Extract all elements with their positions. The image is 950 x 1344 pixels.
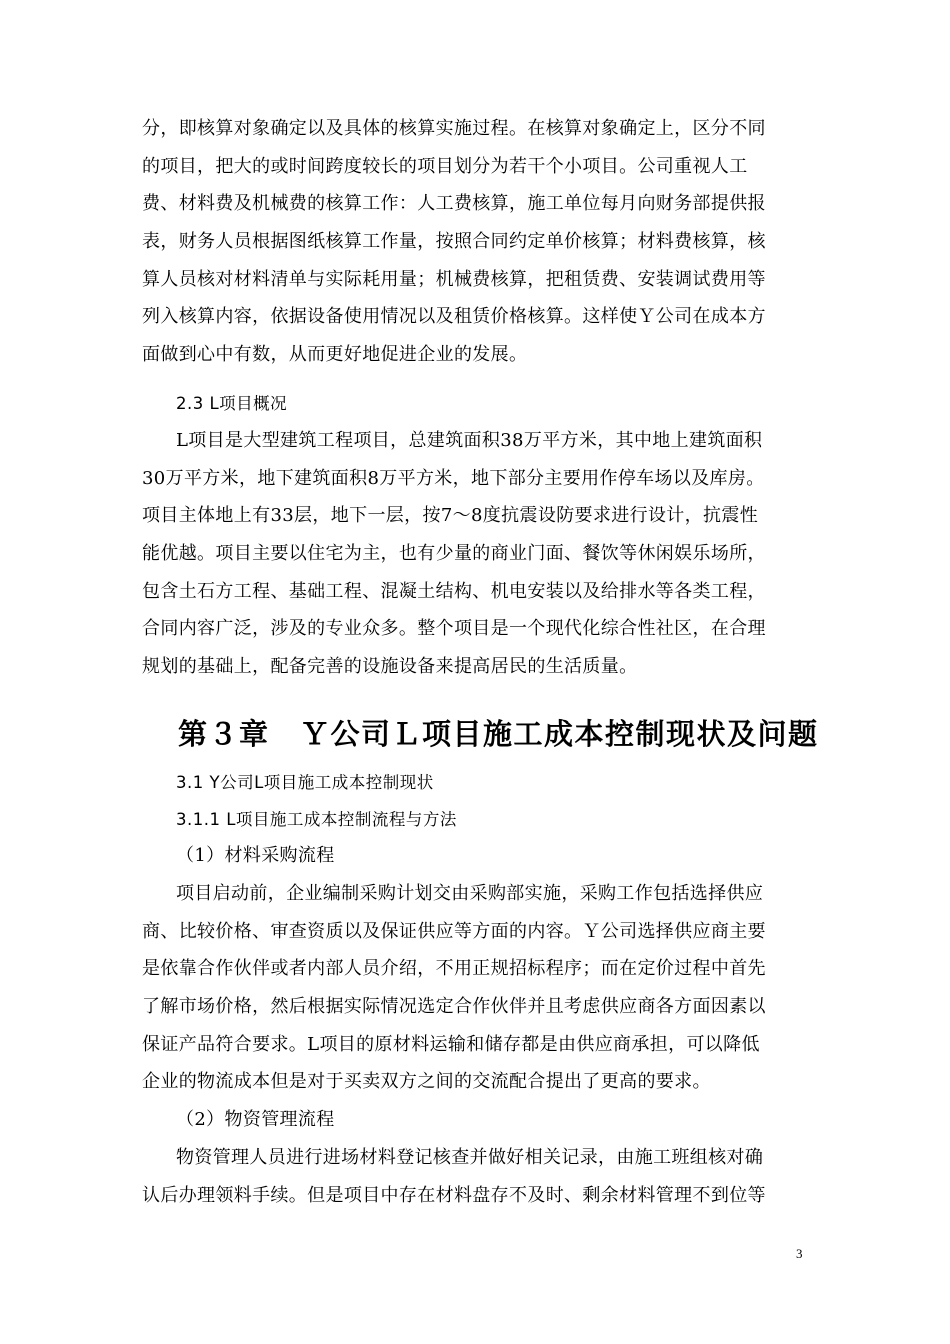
text-line: 能优越。项目主要以住宅为主，也有少量的商业门面、餐饮等休闲娱乐场所， xyxy=(142,543,766,565)
text-line: （2）物资管理流程 xyxy=(176,1109,335,1130)
text-line: （1）材料采购流程 xyxy=(176,845,335,866)
text-line: 是依靠合作伙伴或者内部人员介绍，不用正规招标程序；而在定价过程中首先 xyxy=(142,958,766,980)
text-line: 项目主体地上有33层，地下一层，按7～8度抗震设防要求进行设计，抗震性 xyxy=(142,505,759,527)
text-line: 企业的物流成本但是对于买卖双方之间的交流配合提出了更高的要求。 xyxy=(142,1071,711,1093)
text-line: 合同内容广泛，涉及的专业众多。整个项目是一个现代化综合性社区，在合理 xyxy=(142,618,766,640)
section-heading-2-3: 2.3 L项目概况 xyxy=(176,394,288,413)
paragraph-material-management xyxy=(142,1139,806,1214)
text-line: 规划的基础上，配备完善的设施设备来提高居民的生活质量。 xyxy=(142,656,638,678)
text-line: L项目是大型建筑工程项目，总建筑面积38万平方米，其中地上建筑面积 xyxy=(176,430,763,451)
text-line: 算人员核对材料清单与实际耗用量；机械费核算，把租赁费、安装调试费用等 xyxy=(142,268,766,290)
text-line: 列入核算内容，依据设备使用情况以及租赁价格核算。这样使Ｙ公司在成本方 xyxy=(142,306,766,328)
paragraph-cost-accounting xyxy=(142,110,806,374)
text-line: 分，即核算对象确定以及具体的核算实施过程。在核算对象确定上，区分不同 xyxy=(142,118,766,139)
paragraph-material-procurement xyxy=(142,875,806,1101)
text-line: 保证产品符合要求。L项目的原材料运输和储存都是由供应商承担，可以降低 xyxy=(142,1033,760,1055)
text-line: 了解市场价格，然后根据实际情况选定合作伙伴并且考虑供应商各方面因素以 xyxy=(142,996,766,1018)
paragraph-project-overview xyxy=(142,422,806,686)
section-heading-3-1-1: 3.1.1 L项目施工成本控制流程与方法 xyxy=(176,810,457,829)
page-number: 3 xyxy=(796,1246,803,1261)
text-line: 面做到心中有数，从而更好地促进企业的发展。 xyxy=(142,344,528,366)
text-line: 商、比较价格、审查资质以及保证供应等方面的内容。Ｙ公司选择供应商主要 xyxy=(142,920,766,942)
text-line: 包含土石方工程、基础工程、混凝土结构、机电安装以及给排水等各类工程， xyxy=(142,580,766,602)
text-line: 30万平方米，地下建筑面积8万平方米，地下部分主要用作停车场以及库房。 xyxy=(142,467,765,489)
text-line: 项目启动前，企业编制采购计划交由采购部实施，采购工作包括选择供应 xyxy=(176,883,764,904)
chapter-title: 第３章 Ｙ公司Ｌ项目施工成本控制现状及问题 xyxy=(178,717,819,751)
section-heading-3-1: 3.1 Y公司L项目施工成本控制现状 xyxy=(176,773,434,792)
text-line: 物资管理人员进行进场材料登记核查并做好相关记录，由施工班组核对确 xyxy=(176,1147,764,1168)
text-line: 的项目，把大的或时间跨度较长的项目划分为若干个小项目。公司重视人工 xyxy=(142,155,748,177)
text-line: 认后办理领料手续。但是项目中存在材料盘存不及时、剩余材料管理不到位等 xyxy=(142,1184,766,1206)
item-label-material-management xyxy=(176,1101,806,1139)
item-label-material-procurement xyxy=(176,837,806,875)
text-line: 表，财务人员根据图纸核算工作量，按照合同约定单价核算；材料费核算，核 xyxy=(142,231,766,253)
text-line: 费、材料费及机械费的核算工作：人工费核算，施工单位每月向财务部提供报 xyxy=(142,193,766,215)
